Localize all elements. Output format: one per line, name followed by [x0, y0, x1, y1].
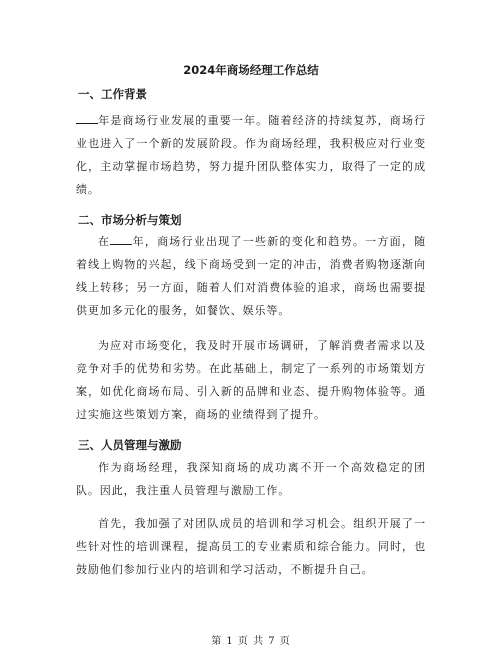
year-blank — [76, 113, 98, 124]
section-heading-staff: 三、人员管理与激励 — [78, 438, 182, 452]
section-heading-background: 一、工作背景 — [78, 87, 147, 101]
paragraph-market-1: 在 年，商场行业出现了一些新的变化和趋势。一方面，随着线上购物的兴起，线下商场受到一定的冲击，消费者购物逐渐向线上转移；另一方面，随着人们对消费体验的追求，商场也需要提供更加多元化的服务，如餐饮、娱乐等。 — [76, 235, 426, 317]
paragraph-background: 年是商场行业发展的重要一年。随着经济的持续复苏，商场行业也进入了一个新的发展阶段。作为商场经理，我积极应对行业变化，主动掌握市场趋势，努力提升团队整体实力，取得了一定的成绩。 — [76, 114, 426, 196]
year-blank — [110, 234, 132, 245]
paragraph-staff-2: 首先，我加强了对团队成员的培训和学习机会。组织开展了一些针对性的培训课程，提高员工的专业素质和综合能力。同时，也鼓励他们参加行业内的培训和学习活动，不断提升自己。 — [76, 517, 426, 576]
document-title: 2024年商场经理工作总结 — [183, 63, 319, 77]
paragraph-market-2: 为应对市场变化，我及时开展市场调研，了解消费者需求以及竞争对手的优势和劣势。在此基础上，制定了一系列的市场策划方案，如优化商场布局、引入新的品牌和业态、提升购物体验等。通过实施这些策划方案，商场的业绩得到了提升。 — [76, 339, 426, 421]
paragraph-staff-1: 作为商场经理，我深知商场的成功离不开一个高效稳定的团队。因此，我注重人员管理与激励工作。 — [76, 461, 426, 497]
section-heading-market: 二、市场分析与策划 — [78, 213, 182, 227]
page-footer: 第 1 页 共 7 页 — [211, 636, 291, 647]
